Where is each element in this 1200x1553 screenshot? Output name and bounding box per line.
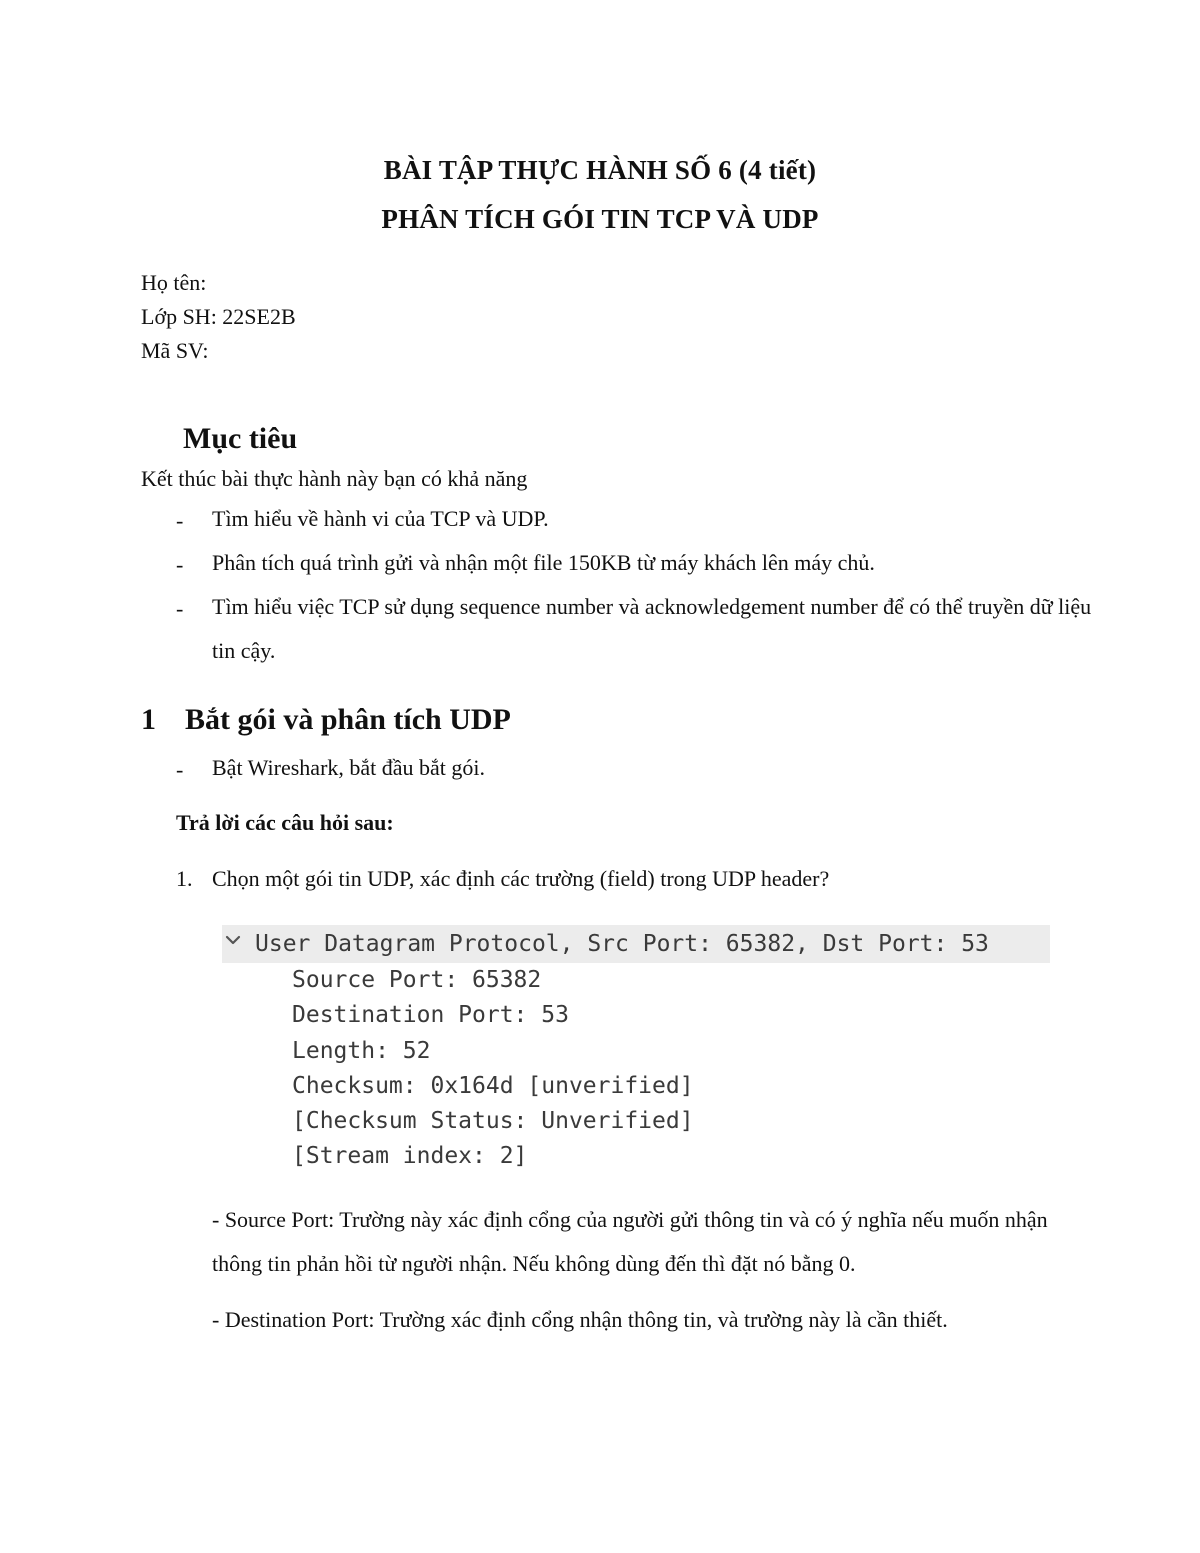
student-class: Lớp SH: 22SE2B [141, 304, 296, 329]
udp-field-checksum[interactable]: Checksum: 0x164d [unverified] [292, 1073, 694, 1099]
bullet-marker: - [176, 508, 184, 533]
student-id-label: Mã SV: [141, 338, 209, 363]
questions-heading: Trả lời các câu hỏi sau: [176, 810, 394, 835]
udp-field-checksum-status[interactable]: [Checksum Status: Unverified] [292, 1108, 694, 1134]
title-line-1: BÀI TẬP THỰC HÀNH SỐ 6 (4 tiết) [383, 155, 817, 185]
udp-protocol-summary: User Datagram Protocol, Src Port: 65382, Dst Port: 53 [255, 931, 989, 957]
question-number: 1. [176, 866, 193, 891]
udp-field-stream-index[interactable]: [Stream index: 2] [292, 1143, 528, 1169]
question-text: Chọn một gói tin UDP, xác định các trường (field) trong UDP header? [212, 866, 830, 891]
bullet-marker: - [176, 552, 184, 577]
bullet-marker: - [176, 757, 184, 782]
title-line-2: PHÂN TÍCH GÓI TIN TCP VÀ UDP [381, 204, 819, 234]
goal-intro: Kết thúc bài thực hành này bạn có khả năng [141, 466, 528, 491]
section-1-heading [141, 703, 511, 737]
udp-field-length[interactable]: Length: 52 [292, 1038, 431, 1064]
udp-protocol-tree-header[interactable] [222, 925, 1050, 963]
udp-field-source-port[interactable]: Source Port: 65382 [292, 967, 542, 993]
chevron-down-icon[interactable] [224, 931, 242, 949]
goal-heading: Mục tiêu [183, 422, 298, 455]
student-name-label: Họ tên: [141, 270, 207, 295]
answer-destination-port: - Destination Port: Trường xác định cổng nhận thông tin, và trường này là cần thiết. [212, 1307, 948, 1332]
section-number: 1 [141, 703, 156, 736]
goal-item: Phân tích quá trình gửi và nhận một file 150KB từ máy khách lên máy chủ. [212, 550, 875, 575]
udp-field-destination-port[interactable]: Destination Port: 53 [292, 1002, 569, 1028]
goal-item: Tìm hiểu về hành vi của TCP và UDP. [212, 506, 549, 531]
goal-item: Tìm hiểu việc TCP sử dụng sequence number và acknowledgement number để có thể truyền dữ liệu tin cậy. [212, 594, 1092, 663]
answer-source-port: - Source Port: Trường này xác định cổng của người gửi thông tin và có ý nghĩa nếu muốn nhận thông tin phản hồi từ người nhận. Nếu không dùng đến thì đặt nó bằng 0. [212, 1207, 1048, 1276]
section-title: Bắt gói và phân tích UDP [185, 703, 511, 736]
section-1-bullet: Bật Wireshark, bắt đầu bắt gói. [212, 755, 486, 780]
bullet-marker: - [176, 596, 184, 621]
